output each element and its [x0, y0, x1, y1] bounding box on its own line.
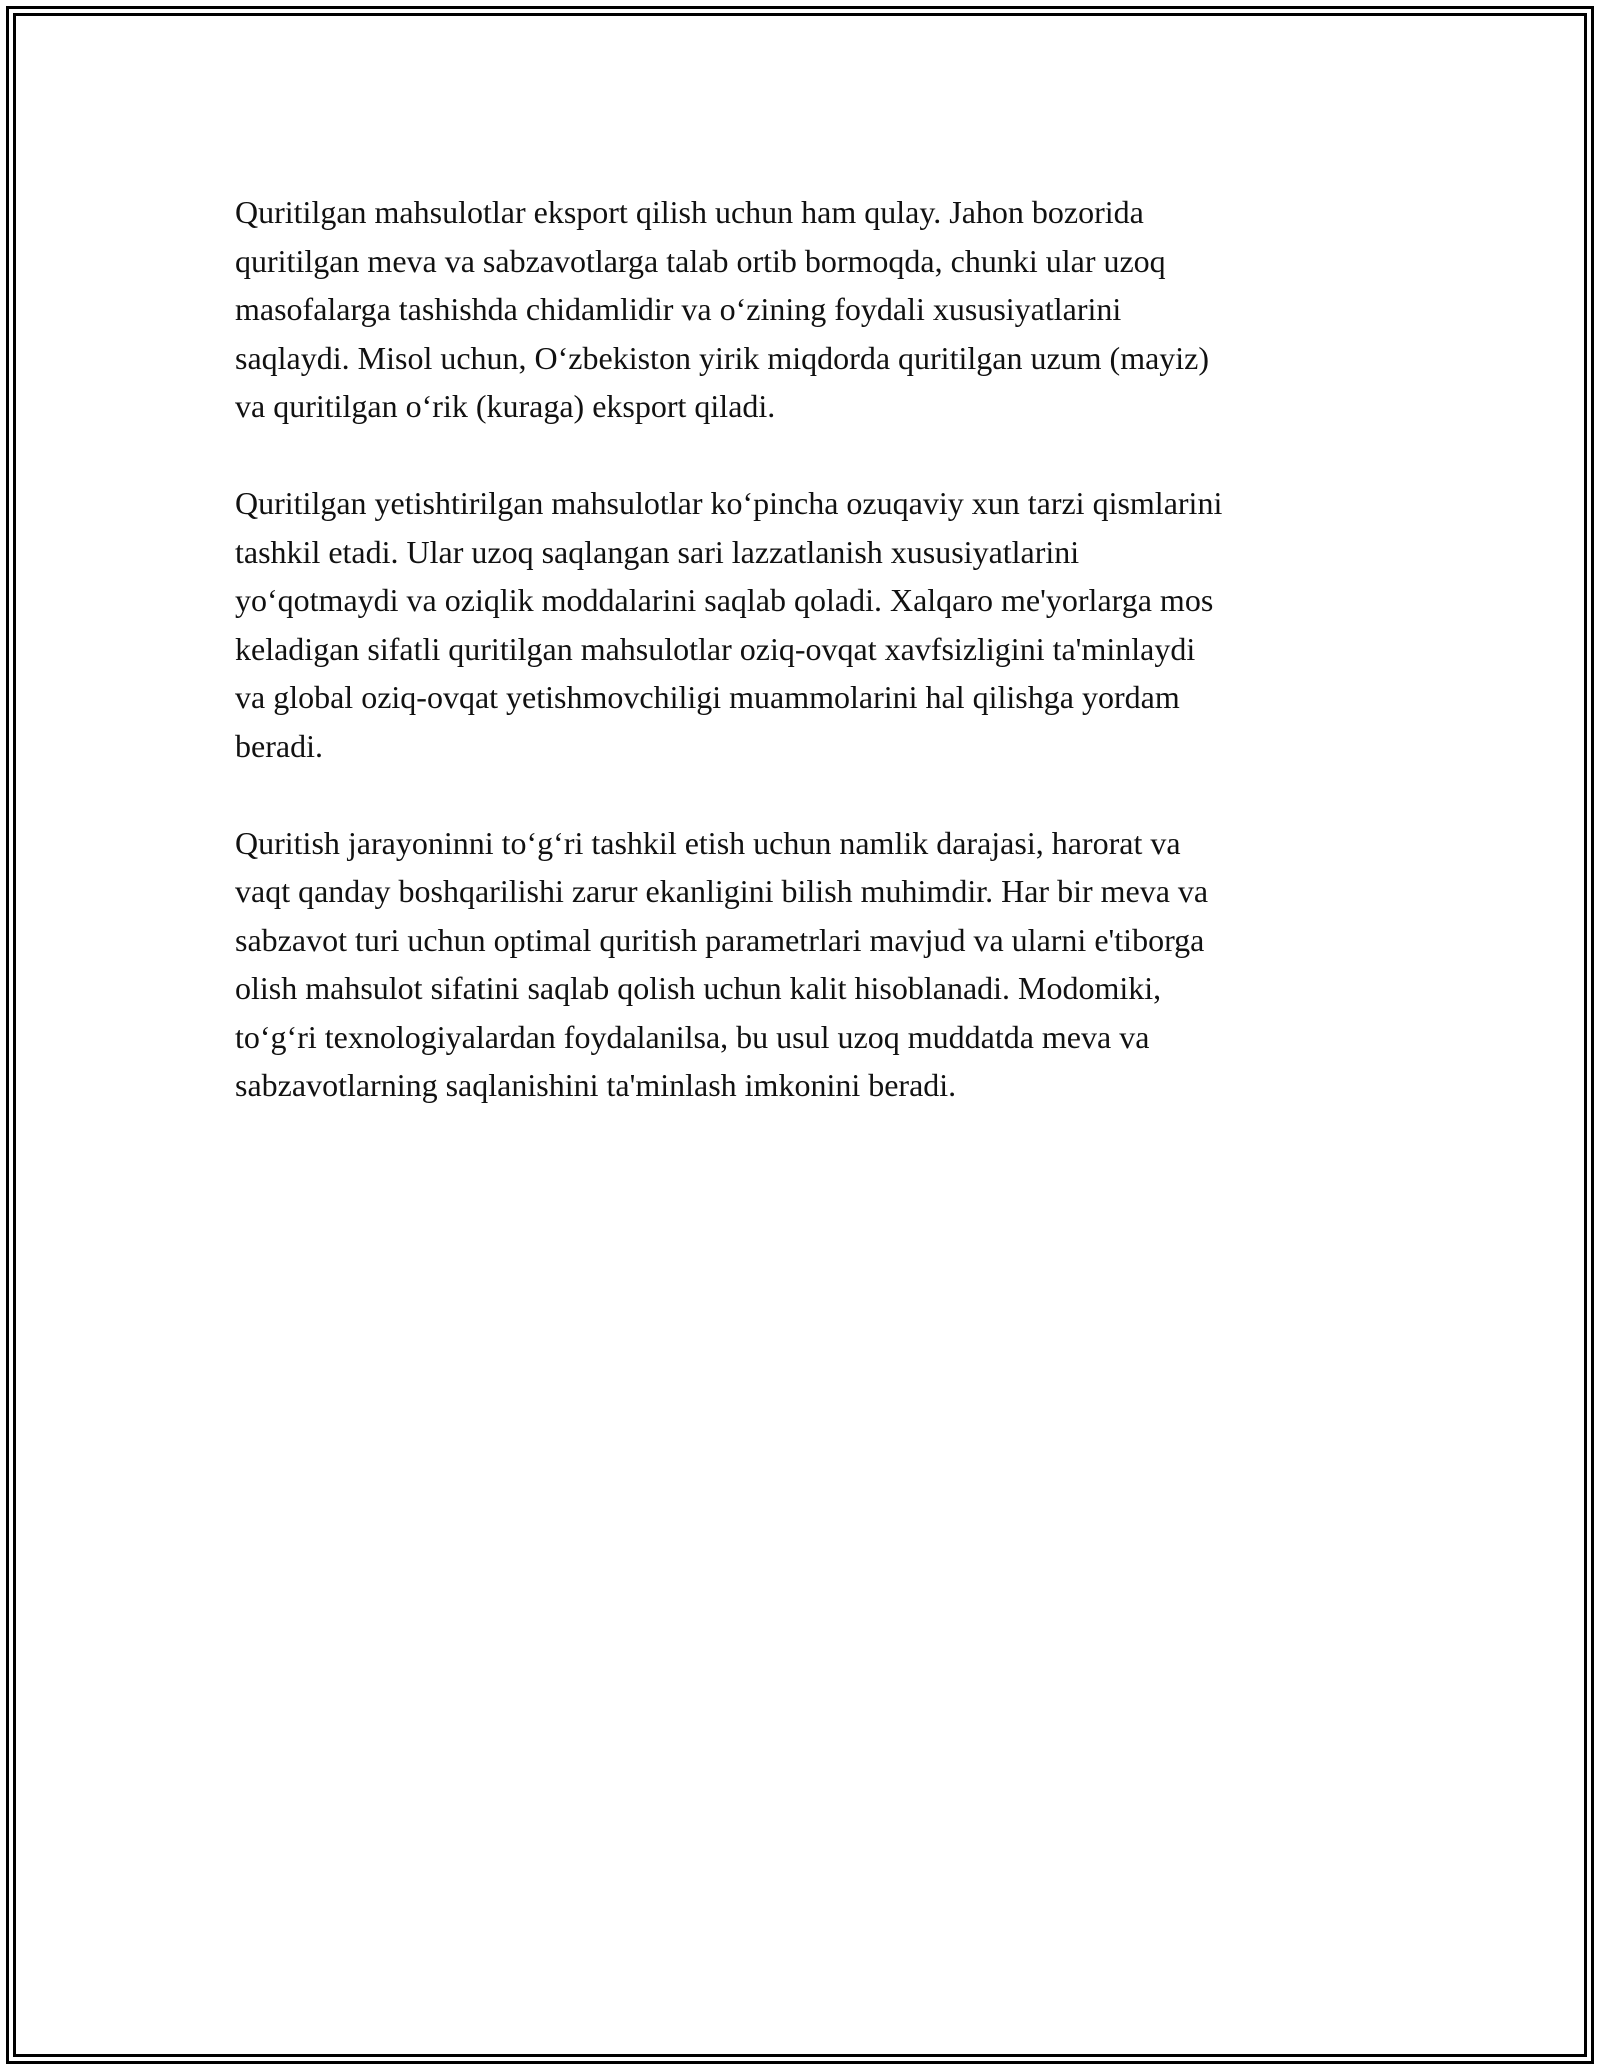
paragraph-3 — [235, 819, 1385, 1110]
paragraph-line: Quritilgan mahsulotlar eksport qilish uchun ham qulay. Jahon bozorida — [235, 194, 1144, 230]
paragraph-2 — [235, 479, 1385, 770]
paragraph-line: yo‘qotmaydi va oziqlik moddalarini saqlab qoladi. Xalqaro me'yorlarga mos — [235, 582, 1214, 618]
paragraph-line: olish mahsulot sifatini saqlab qolish uchun kalit hisoblanadi. Modomiki, — [235, 970, 1162, 1006]
paragraph-line: masofalarga tashishda chidamlidir va o‘zining foydali xususiyatlarini — [235, 291, 1122, 327]
document-body — [235, 188, 1385, 1158]
paragraph-line: sabzavotlarning saqlanishini ta'minlash imkonini beradi. — [235, 1067, 957, 1103]
paragraph-line: va quritilgan o‘rik (kuraga) eksport qiladi. — [235, 388, 776, 424]
paragraph-line: to‘g‘ri texnologiyalardan foydalanilsa, bu usul uzoq muddatda meva va — [235, 1018, 1150, 1055]
paragraph-line: va global oziq-ovqat yetishmovchiligi muammolarini hal qilishga yordam — [235, 679, 1180, 715]
paragraph-line: keladigan sifatli quritilgan mahsulotlar oziq-ovqat xavfsizligini ta'minlaydi — [235, 630, 1196, 667]
paragraph-line: vaqt qanday boshqarilishi zarur ekanligini bilish muhimdir. Har bir meva va — [235, 873, 1209, 909]
paragraph-1 — [235, 188, 1385, 431]
paragraph-line: tashkil etadi. Ular uzoq saqlangan sari lazzatlanish xususiyatlarini — [235, 533, 1080, 570]
paragraph-line: beradi. — [235, 727, 323, 764]
paragraph-line: quritilgan meva va sabzavotlarga talab ortib bormoqda, chunki ular uzoq — [235, 242, 1166, 279]
paragraph-line: sabzavot turi uchun optimal quritish parametrlari mavjud va ularni e'tiborga — [235, 921, 1205, 958]
paragraph-line: Quritish jarayoninni to‘g‘ri tashkil etish uchun namlik darajasi, harorat va — [235, 824, 1181, 861]
paragraph-line: Quritilgan yetishtirilgan mahsulotlar ko‘pincha ozuqaviy xun tarzi qismlarini — [235, 485, 1223, 521]
paragraph-line: saqlaydi. Misol uchun, O‘zbekiston yirik miqdorda quritilgan uzum (mayiz) — [235, 339, 1210, 376]
